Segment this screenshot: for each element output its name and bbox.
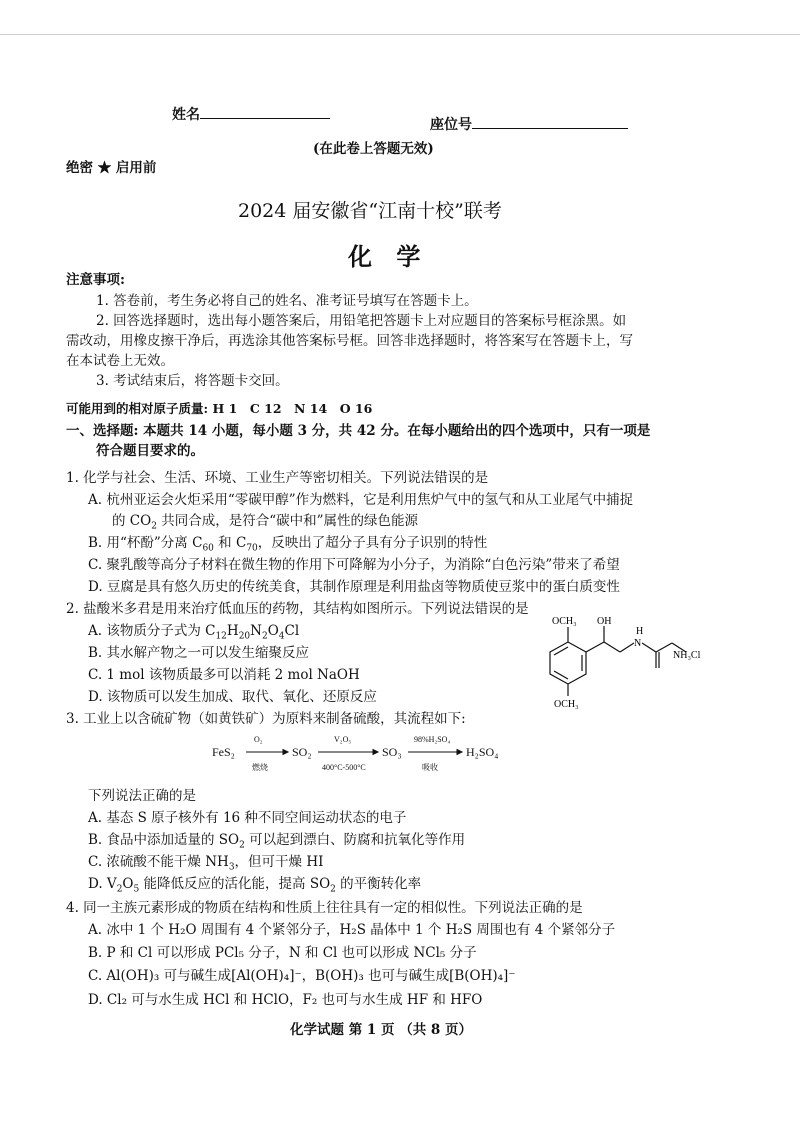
note-3: 3. 考试结束后，将答题卡交回。	[96, 373, 289, 389]
sulfuric-acid-flow	[210, 730, 510, 774]
subscript: 70	[246, 543, 258, 554]
top-rule	[0, 34, 800, 35]
note-2-cont: 需改动，用橡皮擦干净后，再选涂其他答案标号框。回答非选择题时，将答案写在答题卡上，写	[66, 333, 633, 349]
text: 的 CO	[112, 513, 152, 529]
q3-lead: 下列说法正确的是	[88, 788, 196, 804]
atomic-mass: 可能用到的相对原子质量: H 1 C 12 N 14 O 16	[66, 401, 373, 416]
secret-label: 绝密 ★ 启用前	[66, 160, 157, 176]
subscript: 20	[238, 631, 251, 642]
subscript: 2	[330, 884, 336, 895]
q1-stem: 1. 化学与社会、生活、环境、工业生产等密切相关。下列说法错误的是	[66, 470, 489, 486]
notes-heading: 注意事项:	[66, 272, 125, 288]
methoxy-top-label: OCH₃	[552, 616, 577, 627]
q3-option-a: A. 基态 S 原子核外有 16 种不同空间运动状态的电子	[88, 810, 407, 826]
amide-n-label: N	[634, 638, 642, 649]
text: ，反映出了超分子具有分子识别的特性	[257, 535, 488, 551]
q3-option-d	[88, 872, 421, 895]
q2-option-a	[88, 619, 299, 642]
q1-option-c: C. 聚乳酸等高分子材料在微生物的作用下可降解为小分子，为消除“白色污染”带来了希望	[88, 557, 620, 573]
text: 可以起到漂白、防腐和抗氧化等作用	[244, 832, 466, 848]
text: H	[226, 623, 239, 639]
section-header: 一、选择题: 本题共 14 小题，每小题 3 分，共 42 分。在每小题给出的四个选项中，只有一项是	[66, 423, 651, 439]
text: ，但可干燥 HI	[234, 854, 324, 870]
q4-option-c: C. Al(OH)₃ 可与碱生成[Al(OH)₄]⁻，B(OH)₃ 也可与碱生成[B(OH)₄]⁻	[88, 968, 516, 984]
subscript: 5	[133, 884, 140, 895]
flow-fes2: FeS₂	[212, 745, 235, 759]
q3-stem: 3. 工业上以含硫矿物（如黄铁矿）为原料来制备硫酸，其流程如下:	[66, 711, 466, 727]
text: N	[250, 623, 262, 639]
amide-h-label: H	[636, 626, 644, 637]
text: 共同合成，是符合“碳中和”属性的绿色能源	[156, 513, 419, 529]
section-header-cont: 符合题目要求的。	[96, 443, 204, 459]
methoxy-bottom-label: OCH₃	[554, 699, 579, 710]
subscript: 60	[202, 543, 214, 554]
q4-option-d: D. Cl₂ 可与水生成 HCl 和 HClO，F₂ 也可与水生成 HF 和 HFO	[88, 992, 483, 1008]
text: C. 浓硫酸不能干燥 NH	[88, 854, 229, 870]
text: O	[122, 876, 134, 892]
q2-stem: 2. 盐酸米多君是用来治疗低血压的药物，其结构如图所示。下列说法错误的是	[66, 601, 529, 617]
q3-option-c	[88, 850, 323, 873]
q3-option-b	[88, 828, 465, 851]
text: 和 C	[213, 535, 247, 551]
ammonium-label: NH₃Cl	[673, 650, 701, 661]
note-2-end: 在本试卷上无效。	[66, 353, 174, 369]
subscript: 3	[228, 862, 235, 873]
invalid-note: (在此卷上答题无效)	[313, 141, 434, 157]
hydroxyl-label: OH	[597, 616, 612, 627]
flow-absorb: 吸收	[422, 763, 438, 772]
name-field	[172, 104, 330, 124]
flow-temp: 400°C-500°C	[322, 763, 366, 772]
flow-h2so4: H₂SO₄	[466, 745, 499, 759]
q2-option-d: D. 该物质可以发生加成、取代、氧化、还原反应	[88, 689, 377, 705]
seat-label: 座位号	[430, 117, 472, 133]
seat-blank	[472, 114, 628, 129]
q2-option-c: C. 1 mol 该物质最多可以消耗 2 mol NaOH	[88, 667, 360, 683]
q1-option-b	[88, 531, 487, 554]
q1-option-d: D. 豆腐是具有悠久历史的传统美食，其制作原理是利用盐卤等物质使豆浆中的蛋白质变性	[88, 579, 620, 595]
midodrine-structure	[530, 612, 720, 712]
subscript: 2	[261, 631, 268, 642]
page-footer: 化学试题 第 1 页 （共 8 页）	[290, 1022, 472, 1038]
q1-option-a-cont	[112, 509, 418, 532]
flow-v2o5: V₂O₅	[334, 735, 352, 744]
flow-acid: 98%H₂SO₄	[414, 735, 451, 744]
seat-field	[430, 114, 628, 134]
note-1: 1. 答卷前，考生务必将自己的姓名、准考证号填写在答题卡上。	[96, 293, 478, 309]
name-label: 姓名	[172, 107, 200, 123]
flow-o2: O₂	[254, 735, 263, 744]
subscript: 4	[278, 631, 285, 642]
subscript: 2	[239, 840, 245, 851]
subscript: 2	[151, 521, 157, 532]
q4-option-b: B. P 和 Cl 可以形成 PCl₅ 分子，N 和 Cl 也可以形成 NCl₅ 分子	[88, 945, 477, 961]
name-blank	[200, 104, 330, 119]
text: A. 该物质分子式为 C	[88, 623, 216, 639]
text: 的平衡转化率	[335, 876, 422, 892]
text: B. 用“杯酚”分离 C	[88, 535, 203, 551]
flow-so3: SO₃	[382, 745, 402, 759]
text: O	[267, 623, 279, 639]
benzene-ring	[550, 642, 586, 684]
exam-title: 2024 届安徽省“江南十校”联考	[238, 200, 502, 222]
q1-option-a: A. 杭州亚运会火炬采用“零碳甲醇”作为燃料，它是利用焦炉气中的氢气和从工业尾气中捕捉	[88, 492, 634, 508]
text: D. V	[88, 876, 117, 892]
flow-burn: 燃烧	[252, 763, 268, 772]
subscript: 2	[116, 884, 123, 895]
q4-stem: 4. 同一主族元素形成的物质在结构和性质上往往具有一定的相似性。下列说法正确的是	[66, 900, 583, 916]
q4-option-a: A. 冰中 1 个 H₂O 周围有 4 个紧邻分子，H₂S 晶体中 1 个 H₂S 周围也有 4 个紧邻分子	[88, 922, 616, 938]
flow-so2: SO₂	[292, 745, 312, 759]
text: 能降低反应的活化能，提高 SO	[139, 876, 331, 892]
text: Cl	[284, 623, 300, 639]
exam-subject: 化 学	[348, 242, 429, 271]
q2-option-b: B. 其水解产物之一可以发生缩聚反应	[88, 645, 310, 661]
text: B. 食品中添加适量的 SO	[88, 832, 240, 848]
subscript: 12	[215, 631, 227, 642]
note-2: 2. 回答选择题时，选出每小题答案后，用铅笔把答题卡上对应题目的答案标号框涂黑。如	[96, 313, 627, 329]
